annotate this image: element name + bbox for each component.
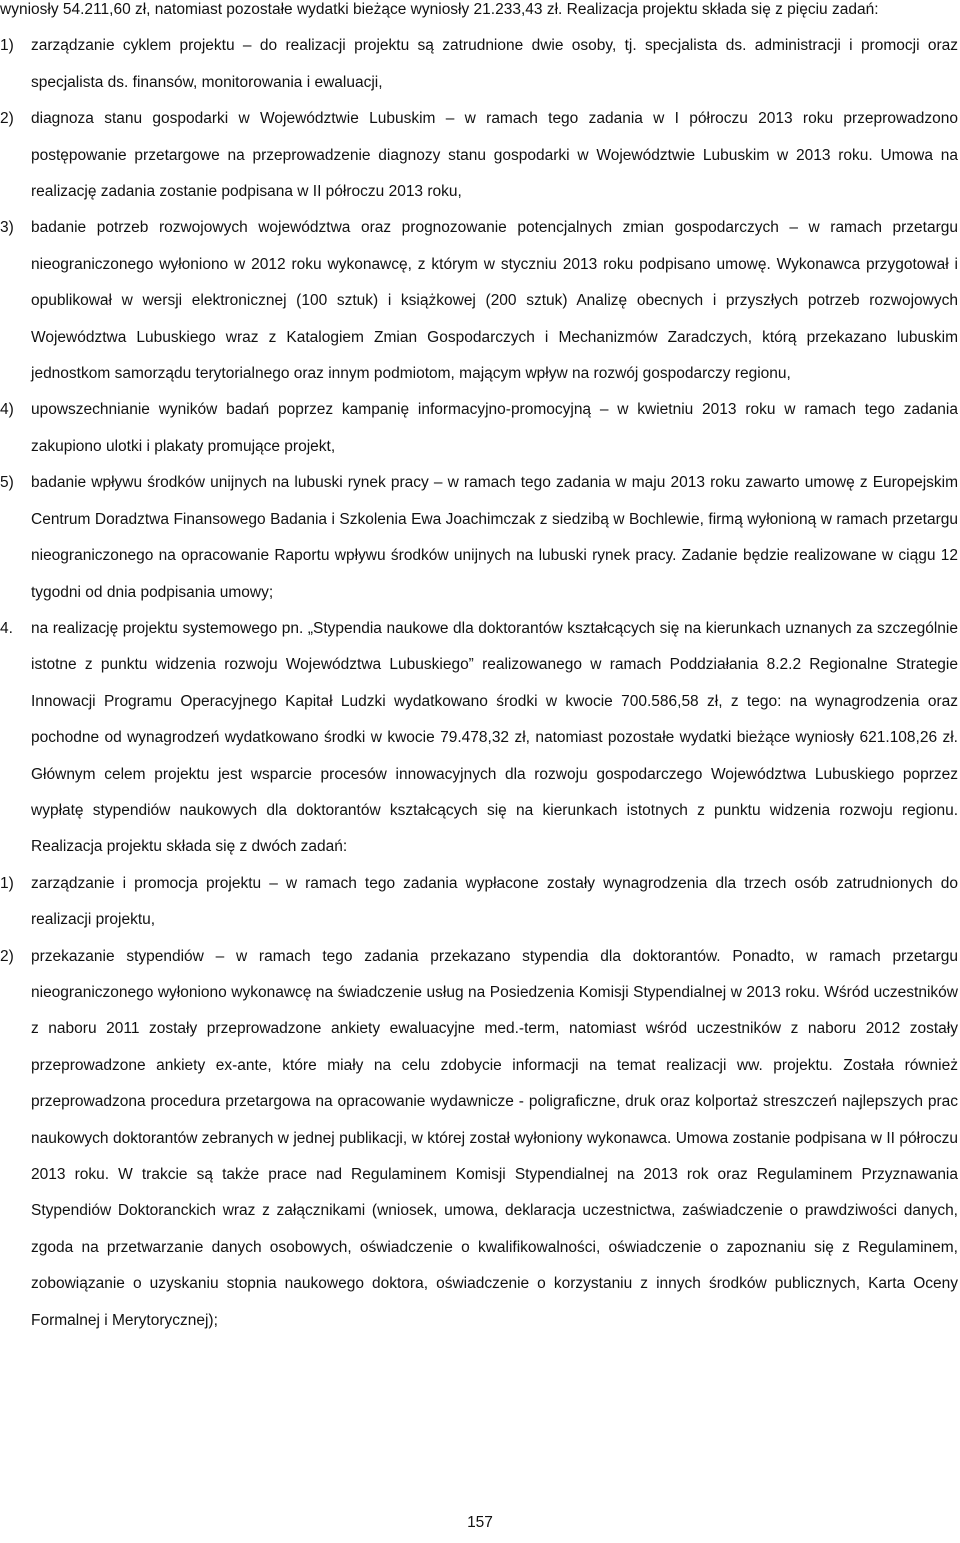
list-marker: 1) bbox=[0, 874, 14, 892]
list-item-text: na realizację projektu systemowego pn. „Stypendia naukowe dla doktorantów kształcących się na kierunkach uznanych za szczególnie istotne z punktu widzenia rozwoju Województwa Lubuskiego” realizowanego w ramach Poddziałania 8.2.2 Regionalne Strategie Innowacji Programu Operacyjnego Kapitał Ludzki wydatkowano środki w kwocie 700.586,58 zł, z tego: na wynagrodzenia oraz pochodne od wynagrodzeń wydatkowano środki w kwocie 79.478,32 zł, natomiast pozostałe wydatki bieżące wyniosły 621.108,26 zł. Głównym celem projektu jest wsparcie procesów innowacyjnych dla rozwoju gospodarczego Województwa Lubuskiego poprzez wypłatę stypendiów naukowych dla doktorantów kształcących się na kierunkach istotnych z punktu widzenia rozwoju regionu. Realizacja projektu składa się z dwóch zadań: bbox=[31, 619, 958, 856]
list-item-subtask-2 bbox=[0, 939, 958, 1339]
list-item-project-4 bbox=[0, 611, 958, 866]
page-number: 157 bbox=[467, 1514, 493, 1531]
list-marker: 5) bbox=[0, 474, 14, 492]
list-marker: 2) bbox=[0, 947, 14, 965]
list-item-text: zarządzanie cyklem projektu – do realizacji projektu są zatrudnione dwie osoby, tj. specjalista ds. administracji i promocji oraz specjalista ds. finansów, monitorowania i ewaluacji, bbox=[31, 37, 958, 91]
list-item-text: diagnoza stanu gospodarki w Województwie Lubuskim – w ramach tego zadania w I półroczu 2013 roku przeprowadzono postępowanie przetargowe na przeprowadzenie diagnozy stanu gospodarki w Województwie Lubuskim w 2013 roku. Umowa na realizację zadania zostanie podpisana w II półroczu 2013 roku, bbox=[31, 110, 958, 201]
list-marker: 3) bbox=[0, 219, 14, 237]
intro-paragraph: wyniosły 54.211,60 zł, natomiast pozostałe wydatki bieżące wyniosły 21.233,43 zł. Realizacja projektu składa się z pięciu zadań: bbox=[0, 1, 879, 18]
list-item-task-3 bbox=[0, 210, 958, 392]
list-item-task-5 bbox=[0, 465, 958, 611]
list-item-task-1 bbox=[0, 28, 958, 101]
list-marker: 4. bbox=[0, 619, 13, 637]
list-marker: 4) bbox=[0, 401, 14, 419]
list-item-task-2 bbox=[0, 101, 958, 210]
list-item-text: upowszechnianie wyników badań poprzez kampanię informacyjno-promocyjną – w kwietniu 2013 roku w ramach tego zadania zakupiono ulotki i plakaty promujące projekt, bbox=[31, 401, 958, 455]
list-item-subtask-1 bbox=[0, 866, 958, 939]
list-item-text: badanie potrzeb rozwojowych województwa oraz prognozowanie potencjalnych zmian gospodarczych – w ramach przetargu nieograniczonego wyłoniono w 2012 roku wykonawcę, z którym w styczniu 2013 roku podpisano umowę. Wykonawca przygotował i opublikował w wersji elektronicznej (100 sztuk) i książkowej (200 sztuk) Analizę obecnych i przyszłych potrzeb rozwojowych Województwa Lubuskiego wraz z Katalogiem Zmian Gospodarczych i Mechanizmów Zaradczych, którą przekazano lubuskim jednostkom samorządu terytorialnego oraz innym podmiotom, mającym wpływ na rozwój gospodarczy regionu, bbox=[31, 219, 958, 383]
list-marker: 2) bbox=[0, 110, 14, 128]
list-item-text: przekazanie stypendiów – w ramach tego zadania przekazano stypendia dla doktorantów. Ponadto, w ramach przetargu nieograniczonego wyłoniono wykonawcę na świadczenie usług na Posiedzenia Komisji Stypendialnej w 2013 roku. Wśród uczestników z naboru 2011 zostały przeprowadzone ankiety ewaluacyjne med.-term, natomiast wśród uczestników z naboru 2012 zostały przeprowadzone ankiety ex-ante, które miały na celu zdobycie informacji na temat realizacji ww. projektu. Została również przeprowadzona procedura przetargowa na opracowanie wydawnicze - poligraficzne, druk oraz kolportaż streszczeń najlepszych prac naukowych doktorantów zebranych w jednej publikacji, w której został wyłoniony wykonawca. Umowa zostanie podpisana w II półroczu 2013 roku. W trakcie są także prace nad Regulaminem Komisji Stypendialnej na 2013 rok oraz Regulaminem Przyznawania Stypendiów Doktoranckich wraz z załącznikami (wniosek, umowa, deklaracja uczestnictwa, zaświadczenie o prawdziwości danych, zgoda na przetwarzanie danych osobowych, oświadczenie o kwalifikowalności, oświadczenie o zapoznaniu się z Regulaminem, zobowiązanie o uzyskaniu stopnia naukowego doktora, oświadczenie o korzystaniu z innych środków publicznych, Karta Oceny Formalnej i Merytorycznej); bbox=[31, 947, 958, 1329]
list-item-task-4 bbox=[0, 392, 958, 465]
list-marker: 1) bbox=[0, 37, 14, 55]
list-item-text: badanie wpływu środków unijnych na lubuski rynek pracy – w ramach tego zadania w maju 2013 roku zawarto umowę z Europejskim Centrum Doradztwa Finansowego Badania i Szkolenia Ewa Joachimczak z siedzibą w Bochlewie, firmą wyłonioną w ramach przetargu nieograniczonego na opracowanie Raportu wpływu środków unijnych na lubuski rynek pracy. Zadanie będzie realizowane w ciągu 12 tygodni od dnia podpisania umowy; bbox=[31, 474, 958, 601]
list-item-text: zarządzanie i promocja projektu – w ramach tego zadania wypłacone zostały wynagrodzenia dla trzech osób zatrudnionych do realizacji projektu, bbox=[31, 874, 958, 929]
